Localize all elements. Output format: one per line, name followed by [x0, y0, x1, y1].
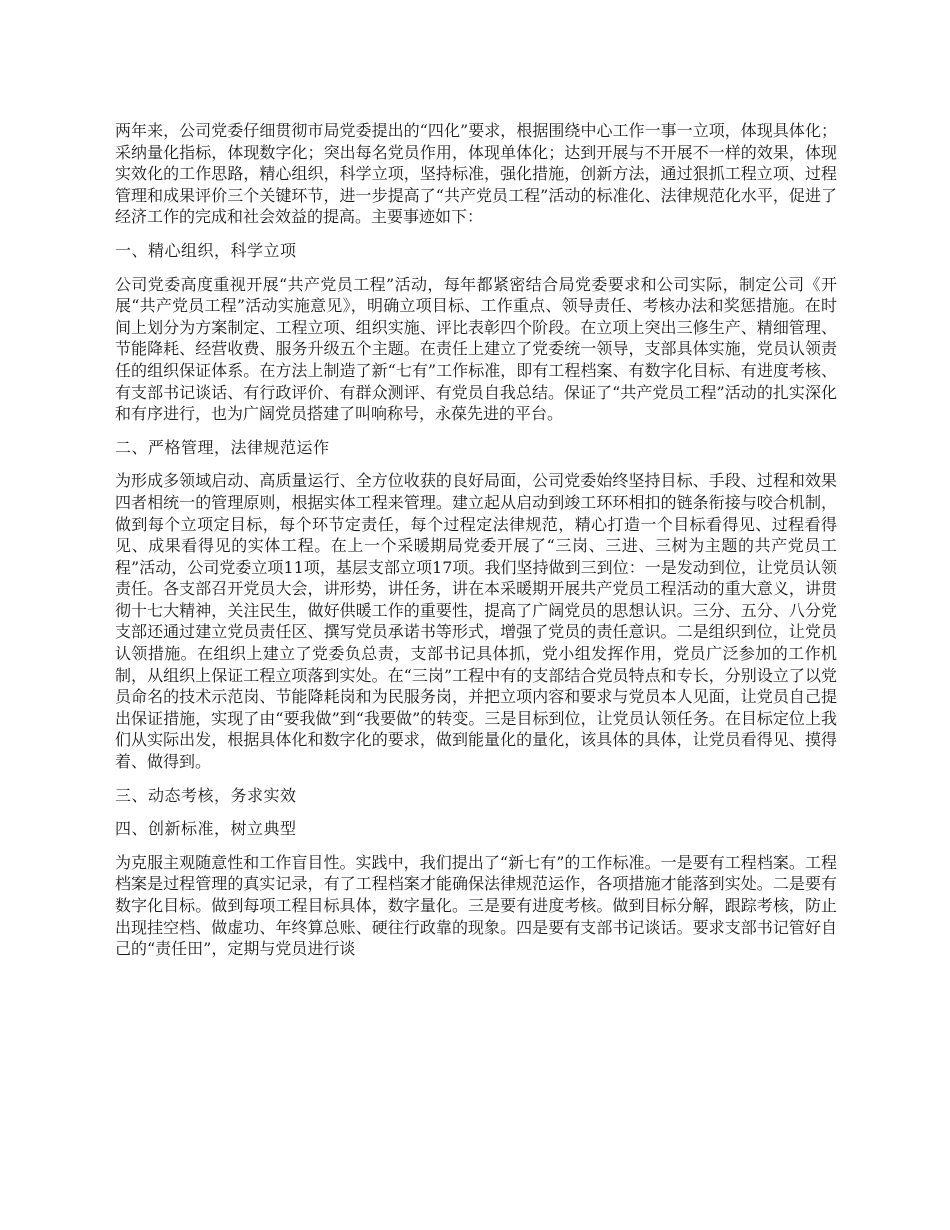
intro-paragraph: 两年来，公司党委仔细贯彻市局党委提出的“四化”要求，根据围绕中心工作一事一立项，体现具体化；采纳量化指标，体现数字化；突出每名党员作用，体现单体化；达到开展与不开展不一样的效果，体现实效化的工作思路，精心组织，科学立项，坚持标准，强化措施，创新方法，通过狠抓工程立项、过程管理和成果评价三个关键环节，进一步提高了“共产党员工程”活动的标准化、法律规范化水平，促进了经济工作的完成和社会效益的提高。主要事迹如下：	[115, 121, 837, 227]
section-heading-4: 四、创新标准，树立典型	[115, 819, 297, 839]
section-heading-3: 三、动态考核，务求实效	[115, 785, 297, 805]
section-heading-2: 二、严格管理，法律规范运作	[115, 437, 330, 457]
section-1-paragraph: 公司党委高度重视开展“共产党员工程”活动，每年都紧密结合局党委要求和公司实际，制定公司《开展“共产党员工程”活动实施意见》，明确立项目标、工作重点、领导责任、考核办法和奖惩措施。在时间上划分为方案制定、工程立项、组织实施、评比表彰四个阶段。在立项上突出三修生产、精细管理、节能降耗、经营收费、服务升级五个主题。在责任上建立了党委统一领导，支部具体实施，党员认领责任的组织保证体系。在方法上制造了新“七有”工作标准，即有工程档案、有数字化目标、有进度考核、有支部书记谈话、有行政评价、有群众测评、有党员自我总结。保证了“共产党员工程”活动的扎实深化和有序进行，也为广阔党员搭建了叫响称号，永葆先进的平台。	[115, 274, 837, 424]
section-heading-1: 一、精心组织，科学立项	[115, 240, 297, 260]
section-4-paragraph: 为克服主观随意性和工作盲目性。实践中，我们提出了“新七有”的工作标准。一是要有工程档案。工程档案是过程管理的真实记录，有了工程档案才能确保法律规范运作，各项措施才能落到实处。二是要有数字化目标。做到每项工程目标具体，数字量化。三是要有进度考核。做到目标分解，跟踪考核，防止出现挂空档、做虚功、年终算总账、硬往行政靠的现象。四是要有支部书记谈话。要求支部书记管好自己的“责任田”，定期与党员进行谈	[115, 852, 837, 959]
document-page	[115, 120, 837, 972]
section-2-paragraph: 为形成多领域启动、高质量运行、全方位收获的良好局面，公司党委始终坚持目标、手段、过程和效果四者相统一的管理原则，根据实体工程来管理。建立起从启动到竣工环环相扣的链条衔接与咬合机制，做到每个立项定目标，每个环节定责任，每个过程定法律规范，精心打造一个目标看得见、过程看得见、成果看得见的实体工程。在上一个采暖期局党委开展了“三岗、三进、三树为主题的共产党员工程”活动，公司党委立项11项，基层支部立项17项。我们坚持做到三到位：一是发动到位，让党员认领责任。各支部召开党员大会，讲形势，讲任务，讲在本采暖期开展共产党员工程活动的重大意义，讲贯彻十七大精神，关注民生，做好供暖工作的重要性，提高了广阔党员的思想认识。三分、五分、八分党支部还通过建立党员责任区、撰写党员承诺书等形式，增强了党员的责任意识。二是组织到位，让党员认领措施。在组织上建立了党委负总责，支部书记具体抓，党小组发挥作用，党员广泛参加的工作机制，从组织上保证工程立项落到实处。在“三岗”工程中有的支部结合党员特点和专长，分别设立了以党员命名的技术示范岗、节能降耗岗和为民服务岗，并把立项内容和要求与党员本人见面，让党员自己提出保证措施，实现了由“要我做”到“我要做”的转变。三是目标到位，让党员认领任务。在目标定位上我们从实际出发，根据具体化和数字化的要求，做到能量化的量化，该具体的具体，让党员看得见、摸得着、做得到。	[115, 471, 837, 772]
